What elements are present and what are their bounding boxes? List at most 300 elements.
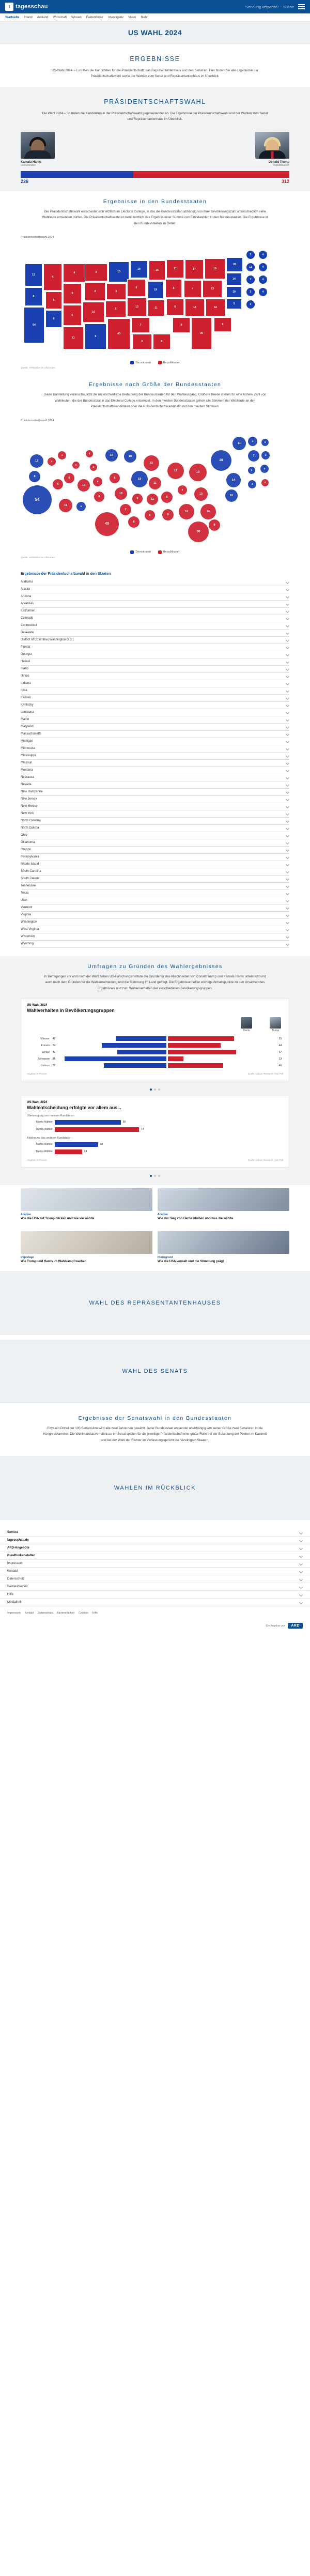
state-accordion-row[interactable] xyxy=(21,666,289,673)
state-accordion-row[interactable] xyxy=(21,601,289,608)
chevron-down-icon[interactable] xyxy=(286,921,289,924)
chevron-down-icon[interactable] xyxy=(286,638,289,642)
footer-section-row[interactable] xyxy=(0,1544,310,1552)
chevron-down-icon[interactable] xyxy=(286,602,289,606)
state-tile-AL[interactable]: 9 xyxy=(173,317,190,333)
state-tile-TN[interactable]: 11 xyxy=(148,300,164,316)
state-tile-VA[interactable]: 13 xyxy=(203,280,222,298)
state-accordion-row[interactable] xyxy=(21,825,289,832)
state-accordion-row[interactable] xyxy=(21,586,289,593)
state-accordion-label: Idaho xyxy=(21,667,29,671)
bubble-CA[interactable]: 54 xyxy=(23,485,52,514)
state-tile-GA[interactable]: 16 xyxy=(185,299,205,316)
bubble-SD[interactable]: 3 xyxy=(90,464,97,471)
footer-small-link[interactable]: Impressum xyxy=(7,1612,21,1615)
footer-link-row[interactable] xyxy=(0,1599,310,1606)
polls-heading: Umfragen zu Gründen des Wahlergebnisses xyxy=(87,963,223,970)
state-accordion-label: Maine xyxy=(21,718,29,722)
footer-small-link[interactable]: Cookies xyxy=(79,1612,88,1615)
chevron-down-icon[interactable] xyxy=(286,689,289,693)
nav-item-mehr[interactable]: Mehr xyxy=(141,16,148,19)
state-accordion-label: Utah xyxy=(21,899,27,902)
state-accordion-row[interactable] xyxy=(21,796,289,803)
footer-small-link[interactable]: Hilfe xyxy=(92,1612,98,1615)
state-tile-NY[interactable]: 28 xyxy=(226,257,243,272)
nav-item-video[interactable]: Video xyxy=(128,16,136,19)
bubble-OR[interactable]: 8 xyxy=(29,471,40,482)
state-accordion-row[interactable] xyxy=(21,622,289,630)
bubble-IL[interactable]: 19 xyxy=(131,471,148,487)
state-accordion-label: Colorado xyxy=(21,617,34,620)
chart1-bar-harris xyxy=(116,1036,166,1041)
chevron-down-icon[interactable] xyxy=(286,588,289,591)
chevron-down-icon[interactable] xyxy=(286,703,289,707)
chevron-down-icon[interactable] xyxy=(299,1531,303,1535)
footer-link-row[interactable] xyxy=(0,1560,310,1568)
chevron-down-icon[interactable] xyxy=(286,617,289,620)
chevron-down-icon[interactable] xyxy=(286,732,289,736)
chevron-down-icon[interactable] xyxy=(286,935,289,939)
bubble-NH[interactable]: 4 xyxy=(261,451,270,459)
menu-icon[interactable] xyxy=(298,4,305,9)
harris-thumb xyxy=(241,1017,252,1029)
map-states-description: Die Präsidentschaftswahl entscheidet sich letztlich im Electoral College, in das die Bundesstaaten abhängig von ihrer Bevölkerungszahl unterschiedlich viele Wahlleute entsenden dürfen. Die Präsidentschaftswahl ist damit letztlich das Ergebnis einer Summe von Einzelwahlen in den Bundesstaaten. Die Ergebnisse in den Bundesstaaten im Detail: xyxy=(42,209,268,225)
state-tile-ID-MT[interactable]: 4 xyxy=(43,264,62,290)
carousel-dot-2[interactable] xyxy=(154,1088,156,1091)
state-accordion-row[interactable] xyxy=(21,716,289,724)
state-tile-AR[interactable]: 6 xyxy=(132,334,152,349)
state-tile-TX[interactable]: 40 xyxy=(107,318,130,349)
chevron-down-icon[interactable] xyxy=(286,790,289,794)
nav-item-ausland[interactable]: Ausland xyxy=(37,16,49,19)
presidency-heading: PRÄSIDENTSCHAFTSWAHL xyxy=(104,98,206,105)
state-accordion-label: Hawaii xyxy=(21,660,30,664)
electors-bar-wrap xyxy=(0,167,310,178)
bubble-UT[interactable]: 6 xyxy=(64,473,74,483)
chevron-down-icon[interactable] xyxy=(286,870,289,873)
us-map-states[interactable] xyxy=(21,242,289,358)
state-accordion-label: Indiana xyxy=(21,682,31,685)
chart1-value-harris: 52 xyxy=(52,1064,56,1067)
chevron-down-icon[interactable] xyxy=(286,899,289,902)
nav-item-investigativ[interactable]: Investigativ xyxy=(108,16,124,19)
state-tile-SD[interactable]: 3 xyxy=(85,282,105,301)
chevron-down-icon[interactable] xyxy=(286,776,289,779)
state-tile-RI[interactable]: 4 xyxy=(258,275,268,284)
state-accordion-label: Connecticut xyxy=(21,624,37,627)
chevron-down-icon[interactable] xyxy=(286,812,289,816)
chart2-value: 58 xyxy=(122,1121,126,1124)
state-tile-PA[interactable]: 19 xyxy=(205,258,225,279)
harris-name: Kamala Harris xyxy=(21,160,42,164)
bubble-CT[interactable]: 7 xyxy=(248,450,259,462)
chevron-down-icon[interactable] xyxy=(286,595,289,599)
bubble-AL[interactable]: 9 xyxy=(162,509,174,520)
state-tile-NC[interactable]: 16 xyxy=(206,299,225,316)
state-accordion-row[interactable] xyxy=(21,839,289,847)
bubble-SC[interactable]: 9 xyxy=(209,519,220,531)
bubble-HI[interactable]: 4 xyxy=(248,480,256,488)
ard-logo: ARD xyxy=(288,1623,303,1629)
chevron-down-icon[interactable] xyxy=(299,1554,303,1558)
state-accordion-row[interactable] xyxy=(21,876,289,883)
bubble-MI[interactable]: 15 xyxy=(144,455,159,471)
state-tile-DC[interactable]: 3 xyxy=(246,287,255,297)
bubble-MA[interactable]: 11 xyxy=(233,437,246,450)
state-accordion-row[interactable] xyxy=(21,680,289,687)
state-accordion-row[interactable] xyxy=(21,832,289,839)
state-accordion-row[interactable] xyxy=(21,695,289,702)
state-accordion-row[interactable] xyxy=(21,615,289,622)
senate-results-description: Etwa ein Drittel der 100 Senatssitze wird alle zwei Jahre neu gewählt. Jeder Bundesstaat entsendet unabhängig von seiner Größe zwei Senatoren in die Kongresskammer. Die Wahlmandatsverhältnisse im Senat spielen für die jeweilige Präsidentschaft eine große Rolle bei der Besetzung der Posten im Kabinett und bei der Wahl der Richter im Verfassungsgericht der Vereinigten Staaten. xyxy=(43,1426,267,1442)
chevron-down-icon[interactable] xyxy=(286,906,289,910)
footer-section-row[interactable] xyxy=(0,1552,310,1560)
state-tile-NV-UT[interactable]: 6 xyxy=(45,292,62,309)
bubble-DC[interactable]: 3 xyxy=(248,467,255,474)
state-tile-WY[interactable]: 3 xyxy=(63,283,82,304)
carousel-dot-3[interactable] xyxy=(158,1175,160,1177)
bubble-ID[interactable]: 4 xyxy=(48,457,56,466)
state-accordion-row[interactable] xyxy=(21,673,289,680)
state-tile-WI[interactable]: 10 xyxy=(130,260,148,278)
state-accordion-row[interactable] xyxy=(21,933,289,941)
us-map-bubbles[interactable] xyxy=(21,425,289,547)
state-accordion-row[interactable] xyxy=(21,651,289,658)
bubble-IN[interactable]: 11 xyxy=(149,477,161,489)
chevron-down-icon[interactable] xyxy=(286,928,289,931)
carousel-dot-1[interactable] xyxy=(150,1175,152,1177)
state-tile-WV[interactable]: 4 xyxy=(184,280,202,298)
bubble-WA[interactable]: 12 xyxy=(30,454,43,468)
state-accordion-row[interactable] xyxy=(21,593,289,601)
state-accordion-row[interactable] xyxy=(21,760,289,767)
teasers-section xyxy=(0,1185,310,1271)
chevron-down-icon[interactable] xyxy=(286,667,289,671)
carousel-dots-1[interactable] xyxy=(0,1087,310,1096)
state-accordion-row[interactable] xyxy=(21,608,289,615)
chevron-right-icon[interactable] xyxy=(299,1562,303,1566)
state-accordion-row[interactable] xyxy=(21,781,289,789)
chart1-label-harris: Harris xyxy=(243,1029,250,1033)
state-accordion-row[interactable] xyxy=(21,579,289,586)
state-accordion-row[interactable] xyxy=(21,789,289,796)
bubble-WY[interactable]: 3 xyxy=(72,462,80,469)
chevron-down-icon[interactable] xyxy=(286,761,289,765)
bubble-NM[interactable]: 5 xyxy=(76,502,86,511)
bubble-ME[interactable]: 4 xyxy=(248,437,257,446)
chart1-note: Angaben in Prozent xyxy=(27,1072,47,1076)
bubble-MD[interactable]: 10 xyxy=(225,489,238,502)
chevron-down-icon[interactable] xyxy=(286,580,289,584)
bubble-AK[interactable]: 3 xyxy=(261,479,269,486)
map-states-source: Quelle: AP/Wahlen im Infocenter xyxy=(21,366,55,370)
teaser-2[interactable] xyxy=(158,1188,289,1221)
state-tile-IL[interactable]: 19 xyxy=(148,281,163,299)
state-accordion-row[interactable] xyxy=(21,767,289,774)
bubble-ND[interactable]: 3 xyxy=(86,450,93,457)
state-accordion-row[interactable] xyxy=(21,724,289,731)
chevron-down-icon[interactable] xyxy=(286,711,289,714)
chevron-down-icon[interactable] xyxy=(286,769,289,772)
state-tile-CT[interactable]: 7 xyxy=(246,275,255,284)
chevron-down-icon[interactable] xyxy=(286,718,289,722)
bubble-TX[interactable]: 40 xyxy=(95,512,119,536)
bubble-AR[interactable]: 6 xyxy=(132,494,143,504)
chevron-down-icon[interactable] xyxy=(286,798,289,801)
bubble-AZ[interactable]: 11 xyxy=(59,499,72,512)
chevron-down-icon[interactable] xyxy=(286,631,289,635)
chevron-down-icon[interactable] xyxy=(286,826,289,830)
nav-item-wirtschaft[interactable]: Wirtschaft xyxy=(53,16,67,19)
state-accordion-row[interactable] xyxy=(21,941,289,948)
bubble-VA[interactable]: 13 xyxy=(194,487,208,501)
chevron-down-icon[interactable] xyxy=(286,660,289,664)
state-tile-OK[interactable]: 7 xyxy=(131,317,150,333)
chart1-value-harris: 42 xyxy=(52,1037,56,1040)
state-tile-IN[interactable]: 11 xyxy=(166,259,184,278)
bubble-WV[interactable]: 4 xyxy=(178,485,187,495)
chevron-down-icon[interactable] xyxy=(286,682,289,685)
bubble-OK[interactable]: 7 xyxy=(120,504,131,515)
state-accordion-row[interactable] xyxy=(21,868,289,876)
state-tile-OH[interactable]: 17 xyxy=(185,259,204,279)
state-accordion-label: Washington xyxy=(21,921,37,924)
footer-link-label: Barrierefreiheit xyxy=(7,1585,28,1589)
state-tile-NJ[interactable]: 14 xyxy=(226,273,242,285)
chevron-down-icon[interactable] xyxy=(299,1546,303,1550)
teaser-3[interactable] xyxy=(21,1231,152,1264)
bubble-KY[interactable]: 8 xyxy=(161,492,173,503)
footer-small-link[interactable]: Datenschutz xyxy=(38,1612,53,1615)
chart1-value-trump: 44 xyxy=(278,1044,282,1047)
state-tile-VT[interactable]: 3 xyxy=(246,250,255,259)
bubble-WI[interactable]: 10 xyxy=(124,450,136,463)
state-tile-UT[interactable]: 6 xyxy=(63,305,82,326)
state-tile-NH[interactable]: 4 xyxy=(258,250,268,259)
chevron-right-icon[interactable] xyxy=(299,1601,303,1604)
state-accordion-row[interactable] xyxy=(21,897,289,904)
state-accordion-row[interactable] xyxy=(21,883,289,890)
bubble-FL[interactable]: 30 xyxy=(188,522,209,542)
state-accordion-row[interactable] xyxy=(21,774,289,781)
chart2-category: Harris-Wähler xyxy=(36,1143,53,1146)
state-tile-MD[interactable]: 10 xyxy=(226,286,242,298)
bubble-OH[interactable]: 17 xyxy=(167,463,184,479)
chevron-down-icon[interactable] xyxy=(286,877,289,881)
bubble-GA[interactable]: 16 xyxy=(179,504,194,519)
state-tile-MI[interactable]: 15 xyxy=(149,260,165,280)
bubble-MS[interactable]: 6 xyxy=(145,510,155,520)
chevron-down-icon[interactable] xyxy=(286,609,289,613)
state-tile-WA[interactable]: 12 xyxy=(25,264,42,286)
state-accordion-row[interactable] xyxy=(21,687,289,695)
nav-item-startseite[interactable]: Startseite xyxy=(5,16,20,19)
chevron-down-icon[interactable] xyxy=(286,855,289,859)
state-tile-DE[interactable]: 3 xyxy=(226,299,242,309)
bubble-NV[interactable]: 6 xyxy=(53,479,63,489)
state-accordion-row[interactable] xyxy=(21,904,289,912)
bubble-RI[interactable]: 4 xyxy=(260,465,269,473)
chart1-bar-trump xyxy=(168,1036,234,1041)
state-accordion-row[interactable] xyxy=(21,847,289,854)
footer-small-link[interactable]: Barrierefreiheit xyxy=(57,1612,75,1615)
bubble-MT[interactable]: 4 xyxy=(58,451,66,459)
footer-small-link[interactable]: Kontakt xyxy=(24,1612,34,1615)
chevron-down-icon[interactable] xyxy=(286,841,289,845)
bubble-IA[interactable]: 6 xyxy=(110,473,120,483)
chart1-row xyxy=(27,1035,283,1042)
state-accordion-row[interactable] xyxy=(21,890,289,897)
chevron-down-icon[interactable] xyxy=(286,913,289,917)
state-tile-OR[interactable]: 8 xyxy=(25,287,42,306)
state-tile-ND[interactable]: 3 xyxy=(85,264,107,281)
chevron-down-icon[interactable] xyxy=(286,674,289,678)
footer-link-row[interactable] xyxy=(0,1568,310,1575)
chevron-down-icon[interactable] xyxy=(286,819,289,823)
chevron-down-icon[interactable] xyxy=(286,646,289,649)
chevron-down-icon[interactable] xyxy=(286,942,289,946)
bubble-MN[interactable]: 10 xyxy=(105,449,118,462)
state-accordion-label: Kentucky xyxy=(21,703,34,707)
search-link[interactable]: Suche xyxy=(283,4,294,9)
state-tile-MT[interactable]: 4 xyxy=(63,264,86,282)
state-accordion-row[interactable] xyxy=(21,803,289,810)
teaser-4[interactable] xyxy=(158,1231,289,1264)
state-tile-SC[interactable]: 9 xyxy=(214,317,231,332)
state-tile-IA[interactable]: 6 xyxy=(127,279,146,297)
footer-section-row[interactable] xyxy=(0,1529,310,1537)
chevron-down-icon[interactable] xyxy=(286,884,289,888)
state-tile-MO[interactable]: 10 xyxy=(127,298,147,316)
state-accordion-row[interactable] xyxy=(21,709,289,716)
state-accordion-row[interactable] xyxy=(21,738,289,745)
state-tile-AK[interactable]: 3 xyxy=(246,300,255,309)
chevron-right-icon[interactable] xyxy=(299,1577,303,1581)
footer-link-row[interactable] xyxy=(0,1591,310,1599)
state-accordion-row[interactable] xyxy=(21,861,289,868)
map-states-section xyxy=(0,191,310,374)
chevron-down-icon[interactable] xyxy=(286,725,289,729)
carousel-dot-3[interactable] xyxy=(158,1088,160,1091)
state-tile-ME[interactable]: 4 xyxy=(258,263,268,272)
carousel-dots-2[interactable] xyxy=(0,1174,310,1182)
chevron-down-icon[interactable] xyxy=(286,863,289,866)
state-tile-KS[interactable]: 6 xyxy=(105,301,126,317)
bubble-VT[interactable]: 3 xyxy=(261,439,269,446)
chevron-right-icon[interactable] xyxy=(299,1593,303,1597)
chevron-down-icon[interactable] xyxy=(286,696,289,700)
state-accordion-row[interactable] xyxy=(21,919,289,926)
nav-item-inland[interactable]: Inland xyxy=(24,16,33,19)
state-accordion-row[interactable] xyxy=(21,702,289,709)
state-accordion-row[interactable] xyxy=(21,912,289,919)
chart1-row xyxy=(27,1049,283,1055)
chevron-down-icon[interactable] xyxy=(286,747,289,750)
state-tile-LA[interactable]: 8 xyxy=(153,334,171,349)
chart1-bar-trump xyxy=(168,1056,183,1061)
chevron-down-icon[interactable] xyxy=(286,754,289,758)
carousel-dot-2[interactable] xyxy=(154,1175,156,1177)
chevron-down-icon[interactable] xyxy=(286,834,289,837)
bubble-PA[interactable]: 19 xyxy=(189,464,207,481)
candidate-harris xyxy=(21,132,55,167)
state-tile-AZ[interactable]: 11 xyxy=(63,327,84,349)
nav-item-faktenfinder[interactable]: Faktenfinder xyxy=(86,16,104,19)
state-tile-MA[interactable]: 11 xyxy=(246,263,255,272)
state-tile-CO[interactable]: 10 xyxy=(83,302,104,323)
bubble-NJ[interactable]: 14 xyxy=(226,473,241,487)
chevron-right-icon[interactable] xyxy=(299,1585,303,1589)
chart1-category: Weiße xyxy=(42,1050,50,1054)
chevron-right-icon[interactable] xyxy=(299,1570,303,1573)
chevron-down-icon[interactable] xyxy=(286,892,289,895)
chevron-down-icon[interactable] xyxy=(286,653,289,656)
state-accordion-row[interactable] xyxy=(21,818,289,825)
teaser-1[interactable] xyxy=(21,1188,152,1221)
state-tile-MN[interactable]: 10 xyxy=(109,262,129,282)
state-tile-MS[interactable]: 6 xyxy=(166,299,184,315)
state-tile-NM[interactable]: 5 xyxy=(85,324,106,349)
state-accordion-row[interactable] xyxy=(21,810,289,818)
state-tile-NV[interactable]: 6 xyxy=(45,310,62,328)
footer-link-row[interactable] xyxy=(0,1583,310,1591)
chevron-down-icon[interactable] xyxy=(286,805,289,808)
footer-section-row[interactable] xyxy=(0,1537,310,1544)
state-tile-CA[interactable]: 54 xyxy=(24,307,44,343)
bubble-KS[interactable]: 6 xyxy=(94,492,104,502)
chevron-down-icon[interactable] xyxy=(286,783,289,787)
chevron-down-icon[interactable] xyxy=(286,848,289,852)
state-accordion-row[interactable] xyxy=(21,753,289,760)
teaser-2-text: Wie der Sieg von Harris blieben und was die wählte xyxy=(158,1217,234,1221)
bubble-CO[interactable]: 10 xyxy=(78,479,90,492)
state-accordion-label: Alaska xyxy=(21,588,30,591)
chart2-bar xyxy=(55,1142,98,1147)
bubble-NE[interactable]: 5 xyxy=(93,477,102,486)
nav-item-wissen[interactable]: Wissen xyxy=(71,16,82,19)
bubble-MO[interactable]: 10 xyxy=(115,487,127,500)
state-accordion-row[interactable] xyxy=(21,630,289,637)
chart2-kicker: US-Wahl 2024 xyxy=(27,1101,48,1105)
chart1-row xyxy=(27,1055,283,1062)
brand-logo-group[interactable] xyxy=(5,3,48,11)
chevron-down-icon[interactable] xyxy=(299,1539,303,1542)
bubble-NY[interactable]: 28 xyxy=(211,450,231,471)
state-accordion-row[interactable] xyxy=(21,731,289,738)
state-accordion-row[interactable] xyxy=(21,926,289,933)
legend-label-republicans: Republikaner xyxy=(163,550,180,554)
state-accordion-row[interactable] xyxy=(21,658,289,666)
footer-section-label: ARD-Angebote xyxy=(7,1546,29,1550)
state-tile-KY[interactable]: 8 xyxy=(165,279,182,298)
state-accordion-row[interactable] xyxy=(21,745,289,753)
legend-swatch-republicans xyxy=(158,550,162,554)
state-tile-FL[interactable]: 30 xyxy=(191,317,212,349)
state-tile-HI[interactable]: 4 xyxy=(258,287,268,297)
bubble-NC[interactable]: 16 xyxy=(200,504,216,519)
missed-broadcast-link[interactable]: Sendung verpasst? xyxy=(245,4,279,9)
footer-link-row[interactable] xyxy=(0,1575,310,1583)
state-accordion-row[interactable] xyxy=(21,854,289,861)
state-accordion-row[interactable] xyxy=(21,637,289,644)
chevron-down-icon[interactable] xyxy=(286,624,289,627)
chevron-down-icon[interactable] xyxy=(286,740,289,743)
bubble-TN[interactable]: 11 xyxy=(147,494,158,505)
state-tile-NE[interactable]: 5 xyxy=(106,283,126,300)
state-accordion-row[interactable] xyxy=(21,644,289,651)
bubble-LA[interactable]: 8 xyxy=(128,516,140,528)
carousel-dot-1[interactable] xyxy=(150,1088,152,1091)
